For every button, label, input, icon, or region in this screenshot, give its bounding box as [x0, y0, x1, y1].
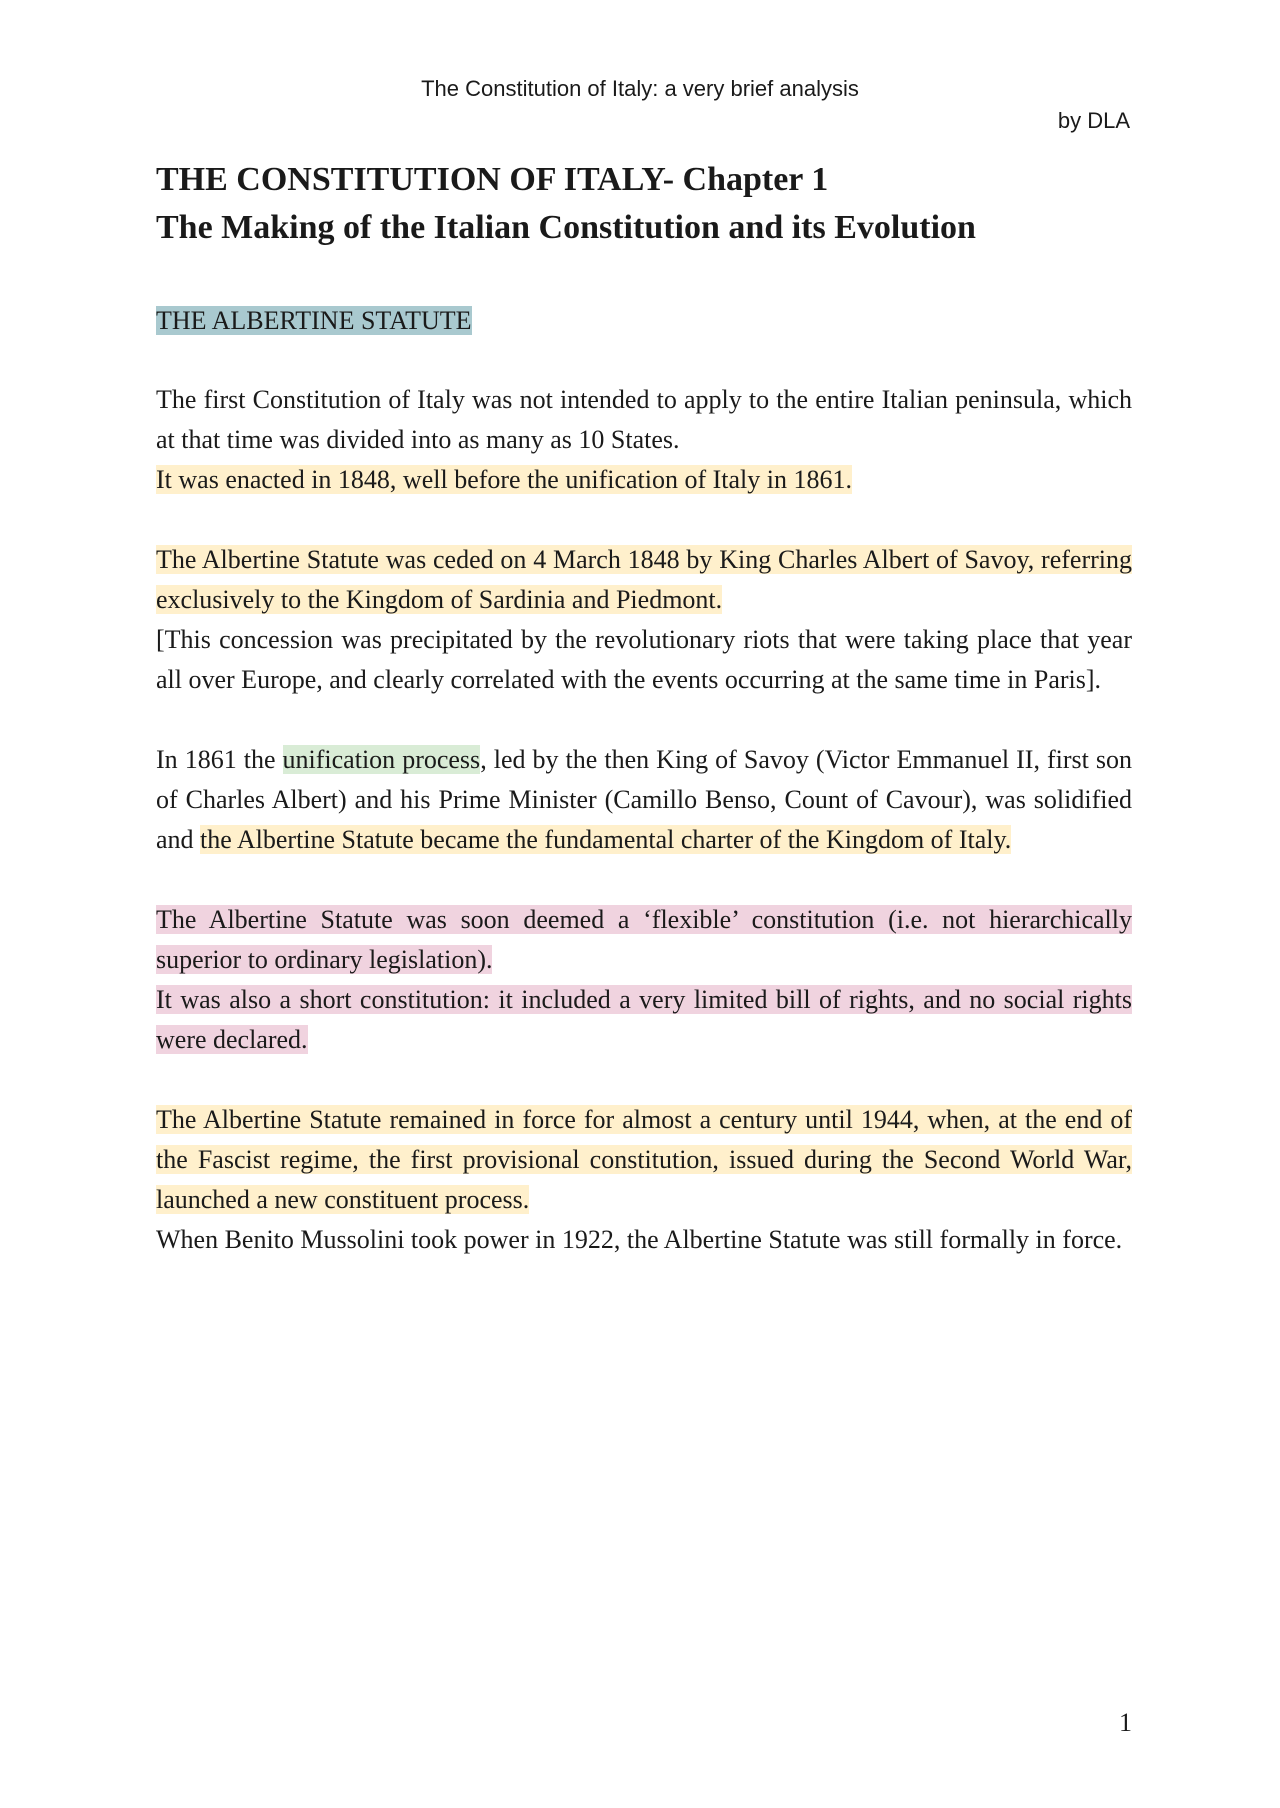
paragraph-4-highlight-1: The Albertine Statute was soon deemed a ‘flexible’ constitution (i.e. not hierarchically superior to ordinary legislation). [156, 905, 1132, 974]
page-number: 1 [1119, 1708, 1132, 1737]
paragraph-5-highlight: The Albertine Statute remained in force for almost a century until 1944, when, at the end of the Fascist regime, the first provisional constitution, issued during the Second World War, launched a new constituent process. [156, 1105, 1132, 1214]
running-header: The Constitution of Italy: a very brief analysis [421, 76, 859, 101]
paragraph-2 [156, 540, 1132, 700]
section-heading-text: THE ALBERTINE STATUTE [156, 306, 472, 335]
paragraph-3-yellow-highlight: the Albertine Statute became the fundamental charter of the Kingdom of Italy. [200, 825, 1012, 854]
paragraph-2-highlight: The Albertine Statute was ceded on 4 March 1848 by King Charles Albert of Savoy, referring exclusively to the Kingdom of Sardinia and Piedmont. [156, 545, 1132, 614]
paragraph-4-highlight-2: It was also a short constitution: it included a very limited bill of rights, and no social rights were declared. [156, 985, 1132, 1054]
paragraph-3-green-highlight: unification process [282, 745, 481, 774]
document-body [156, 156, 1132, 1260]
author-label: by DLA [1057, 108, 1130, 133]
section-heading [156, 302, 1132, 340]
paragraph-1-text: The first Constitution of Italy was not intended to apply to the entire Italian peninsula, which at that time was divided into as many as 10 States. [156, 385, 1132, 454]
paragraph-3 [156, 740, 1132, 860]
chapter-title [156, 156, 1132, 252]
paragraph-3-text-c: , led by the then King of Savoy (Victor Emmanuel II, first son of Charles Albert) and his Prime Minister (Camillo Benso, Count of Cavour), was solidified and [156, 745, 1133, 854]
paragraph-5-text: When Benito Mussolini took power in 1922, the Albertine Statute was still formally in force. [156, 1225, 1123, 1254]
paragraph-5 [156, 1100, 1132, 1260]
paragraph-4 [156, 900, 1132, 1060]
paragraph-1-highlight: It was enacted in 1848, well before the unification of Italy in 1861. [156, 465, 853, 494]
paragraph-2-text: [This concession was precipitated by the revolutionary riots that were taking place that year all over Europe, and clearly correlated with the events occurring at the same time in Paris]. [156, 625, 1132, 694]
paragraph-1 [156, 380, 1132, 500]
paragraph-3-text-a: In 1861 the [156, 745, 283, 774]
chapter-title-line-2: The Making of the Italian Constitution and its Evolution [156, 209, 976, 246]
chapter-title-line-1: THE CONSTITUTION OF ITALY- Chapter 1 [156, 161, 829, 198]
